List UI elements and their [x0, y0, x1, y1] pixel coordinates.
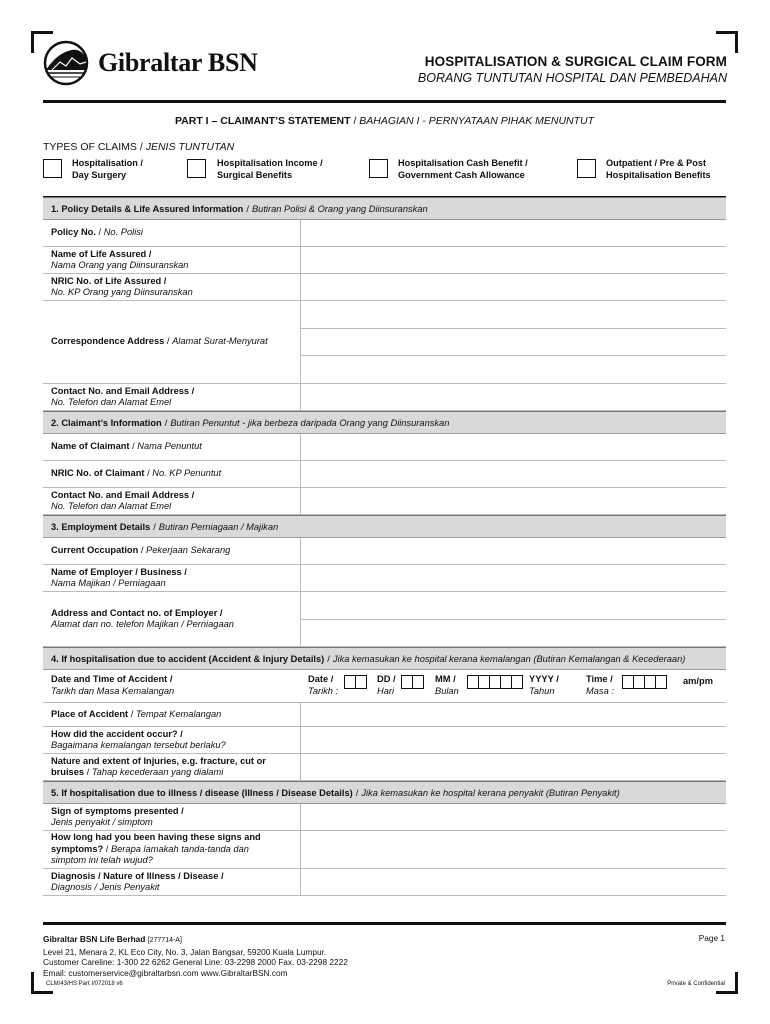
- symptom-duration-field[interactable]: [301, 831, 726, 868]
- form-title: [418, 54, 727, 85]
- header-divider: [43, 100, 726, 103]
- part-title-en: PART I – CLAIMANT’S STATEMENT: [174, 115, 351, 127]
- checkbox-hospitalisation-income[interactable]: [187, 159, 206, 178]
- corner-mark-top-right: [716, 31, 738, 53]
- day-boxes[interactable]: [344, 675, 366, 689]
- section-4-header: 4. If hospitalisation due to accident (Accident & Injury Details) / Jika kemasukan ke hospital kerana kemalangan (Butiran Kemalangan & Kecederaan): [43, 647, 726, 670]
- footer-contact: Gibraltar BSN Life Berhad [277714-A] Level 21, Menara 2, KL Eco City, No. 3, Jalan Bangsar, 59200 Kuala Lumpur. Customer Careline: 1-300 22 6262 General Line: 03-2298 2000 Fax. 03-2298 2222 Email: customerservice@gibraltarbsn.com www.GibraltarBSN.com: [43, 934, 348, 978]
- row-correspondence-address: Correspondence Address / Alamat Surat-Menyurat: [43, 301, 726, 384]
- row-nature-injuries: Nature and extent of Injuries, e.g. fracture, cut or bruises / Tahap kecederaan yang dialami: [43, 754, 726, 781]
- checkbox-label-hospitalisation-cash: Hospitalisation Cash Benefit / Government Cash Allowance: [398, 158, 528, 180]
- claimant-nric-field[interactable]: [301, 461, 726, 487]
- section-2-header: 2. Claimant’s Information / Butiran Penuntut - jika berbeza daripada Orang yang Diinsuranskan: [43, 411, 726, 434]
- year-boxes[interactable]: [467, 675, 522, 689]
- section-3-header: 3. Employment Details / Butiran Perniagaan / Majikan: [43, 515, 726, 538]
- contact-email-field[interactable]: [301, 384, 726, 410]
- section-1-header: 1. Policy Details & Life Assured Information / Butiran Polisi & Orang yang Diinsuranskan: [43, 197, 726, 220]
- form-title-en: HOSPITALISATION & SURGICAL CLAIM FORM: [424, 54, 727, 69]
- claim-form-table: [43, 196, 726, 896]
- month-boxes[interactable]: [401, 675, 423, 689]
- row-place-of-accident: Place of Accident / Tempat Kemalangan: [43, 703, 726, 727]
- checkbox-label-outpatient: Outpatient / Pre & Post Hospitalisation Benefits: [606, 158, 711, 180]
- row-how-accident: How did the accident occur? / Bagaimana kemalangan tersebut berlaku?: [43, 727, 726, 754]
- place-of-accident-field[interactable]: [301, 703, 726, 726]
- confidential-label: Private & Confidential: [667, 981, 725, 987]
- am-pm-label: am/pm: [683, 676, 713, 686]
- row-life-assured-nric: NRIC No. of Life Assured / No. KP Orang yang Diinsuranskan: [43, 274, 726, 301]
- part-title: PART I – CLAIMANT’S STATEMENT / BAHAGIAN I - PERNYATAAN PIHAK MENUNTUT: [174, 115, 595, 127]
- policy-no-field[interactable]: [301, 220, 726, 246]
- row-diagnosis: Diagnosis / Nature of Illness / Disease / Diagnosis / Jenis Penyakit: [43, 869, 726, 896]
- row-contact-email: Contact No. and Email Address / No. Telefon dan Alamat Emel: [43, 384, 726, 411]
- part-title-my: BAHAGIAN I - PERNYATAAN PIHAK MENUNTUT: [359, 115, 595, 127]
- employer-address-field[interactable]: [301, 592, 726, 646]
- symptoms-field[interactable]: [301, 804, 726, 830]
- form-code: CLM/43/HS Part I/072018 v6: [46, 981, 123, 987]
- rock-emblem-icon: [42, 40, 90, 86]
- nature-injuries-field[interactable]: [301, 754, 726, 780]
- row-accident-datetime: Date and Time of Accident / Tarikh dan Masa Kemalangan Date / Tarikh : DD / Hari MM / Bulan YYYY / Tahun Time / Masa : am/pm: [43, 670, 726, 703]
- checkbox-hospitalisation-cash[interactable]: [369, 159, 388, 178]
- section-5-header: 5. If hospitalisation due to illness / disease (Illness / Disease Details) / Jika kemasukan ke hospital kerana penyakit (Butiran Penyakit): [43, 781, 726, 804]
- checkbox-outpatient[interactable]: [577, 159, 596, 178]
- life-assured-nric-field[interactable]: [301, 274, 726, 300]
- row-employer-address: Address and Contact no. of Employer / Alamat dan no. telefon Majikan / Perniagaan: [43, 592, 726, 647]
- logo-text: Gibraltar BSN: [98, 48, 258, 77]
- row-symptom-duration: How long had you been having these signs and symptoms? / Berapa lamakah tanda-tanda dan simptom ini telah wujud?: [43, 831, 726, 869]
- checkbox-label-hospitalisation: Hospitalisation / Day Surgery: [72, 158, 143, 180]
- row-policy-no: Policy No. / No. Polisi: [43, 220, 726, 247]
- footer-divider: [43, 922, 726, 925]
- row-current-occupation: Current Occupation / Pekerjaan Sekarang: [43, 538, 726, 565]
- company-logo: [42, 40, 258, 86]
- row-employer-name: Name of Employer / Business / Nama Majikan / Perniagaan: [43, 565, 726, 592]
- current-occupation-field[interactable]: [301, 538, 726, 564]
- checkbox-hospitalisation[interactable]: [43, 159, 62, 178]
- employer-name-field[interactable]: [301, 565, 726, 591]
- form-title-my: BORANG TUNTUTAN HOSPITAL DAN PEMBEDAHAN: [417, 71, 727, 85]
- row-claimant-nric: NRIC No. of Claimant / No. KP Penuntut: [43, 461, 726, 488]
- claimant-name-field[interactable]: [301, 434, 726, 460]
- row-symptoms: Sign of symptoms presented / Jenis penyakit / simptom: [43, 804, 726, 831]
- claimant-contact-field[interactable]: [301, 488, 726, 514]
- diagnosis-field[interactable]: [301, 869, 726, 895]
- correspondence-address-field[interactable]: [301, 301, 726, 383]
- time-boxes[interactable]: [622, 675, 666, 689]
- row-claimant-name: Name of Claimant / Nama Penuntut: [43, 434, 726, 461]
- how-accident-field[interactable]: [301, 727, 726, 753]
- page-number: Page 1: [698, 933, 725, 943]
- claim-types-label: TYPES OF CLAIMS / JENIS TUNTUTAN: [43, 141, 235, 153]
- life-assured-name-field[interactable]: [301, 247, 726, 273]
- checkbox-label-hospitalisation-income: Hospitalisation Income / Surgical Benefits: [217, 158, 323, 180]
- row-claimant-contact: Contact No. and Email Address / No. Telefon dan Alamat Emel: [43, 488, 726, 515]
- row-life-assured-name: Name of Life Assured / Nama Orang yang Diinsuranskan: [43, 247, 726, 274]
